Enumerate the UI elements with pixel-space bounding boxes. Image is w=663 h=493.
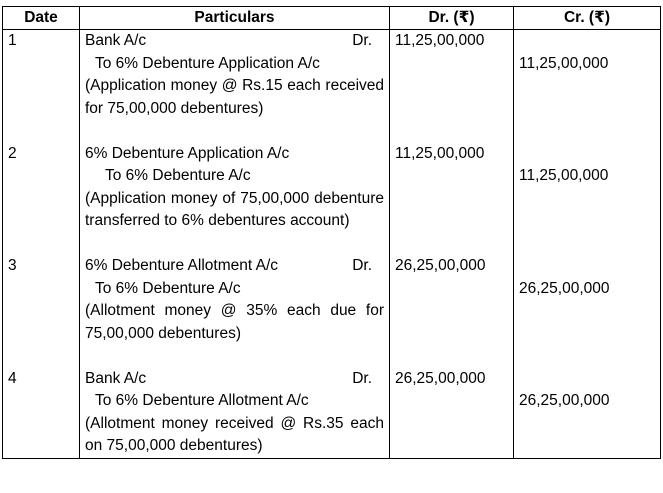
- particulars-header: Particulars: [80, 7, 390, 30]
- credit-amount-cell: [514, 143, 661, 256]
- credit-amount: 26,25,00,000: [519, 392, 610, 409]
- debit-account: Bank A/c: [85, 32, 147, 49]
- credit-amount-cell: [514, 368, 661, 459]
- credit-account: To 6% Debenture Allotment A/c: [95, 392, 309, 409]
- dr-marker: Dr.: [352, 32, 372, 49]
- narration: (Application money @ Rs.15 each received for 75,00,000 debentures): [85, 77, 384, 117]
- date-header: Date: [3, 7, 80, 30]
- entry-particulars: [80, 255, 390, 368]
- credit-amount: 11,25,00,000: [519, 167, 609, 184]
- journal-entry-row: [3, 143, 661, 256]
- entry-date: 1: [3, 30, 80, 143]
- entry-date: 4: [3, 368, 80, 459]
- header-row: [3, 7, 661, 30]
- debit-header: Dr. (₹): [390, 7, 514, 30]
- narration: (Allotment money received @ Rs.35 each on 75,00,000 debentures): [85, 414, 384, 454]
- credit-account: To 6% Debenture A/c: [105, 167, 251, 184]
- debit-amount: 26,25,00,000: [390, 368, 514, 459]
- credit-amount: 26,25,00,000: [519, 279, 610, 297]
- journal-entries-table: [2, 6, 661, 459]
- debit-amount: 26,25,00,000: [390, 255, 514, 368]
- debit-amount: 11,25,00,000: [390, 30, 514, 143]
- entry-particulars: [80, 143, 390, 256]
- debit-account: 6% Debenture Allotment A/c: [85, 257, 279, 274]
- narration: (Application money of 75,00,000 debenture transferred to 6% debentures account): [85, 189, 384, 229]
- credit-amount-cell: [514, 30, 661, 143]
- entry-date: 2: [3, 143, 80, 256]
- debit-account: Bank A/c: [85, 369, 147, 387]
- credit-header: Cr. (₹): [514, 7, 661, 30]
- journal-entry-row: [3, 255, 661, 368]
- journal-entry-row: [3, 30, 661, 143]
- narration: (Allotment money @ 35% each due for 75,00,000 debentures): [85, 302, 384, 342]
- entry-particulars: [80, 368, 390, 459]
- credit-amount: 11,25,00,000: [519, 54, 609, 72]
- entry-date: 3: [3, 255, 80, 368]
- dr-marker: Dr.: [352, 369, 372, 387]
- journal-entry-row: [3, 368, 661, 459]
- dr-marker: Dr.: [352, 257, 372, 274]
- entry-particulars: [80, 30, 390, 143]
- debit-account: 6% Debenture Application A/c: [85, 144, 290, 162]
- credit-account: To 6% Debenture Application A/c: [95, 54, 320, 72]
- debit-amount: 11,25,00,000: [390, 143, 514, 256]
- credit-account: To 6% Debenture A/c: [95, 279, 241, 297]
- credit-amount-cell: [514, 255, 661, 368]
